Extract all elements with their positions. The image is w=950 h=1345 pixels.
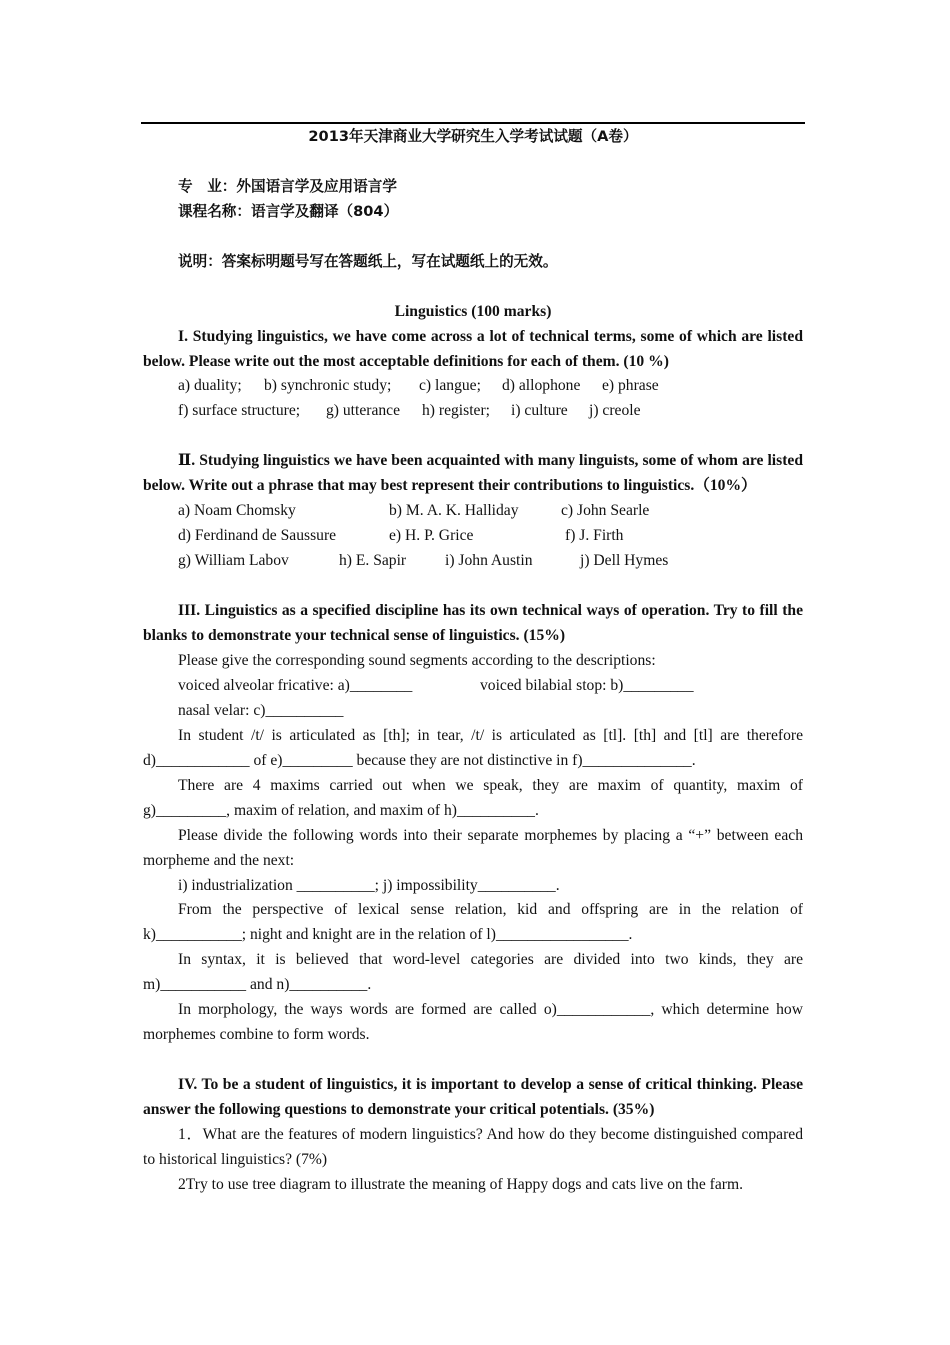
- linguist: i) John Austin: [445, 552, 533, 570]
- header-rule: [141, 122, 805, 124]
- blank-item: voiced bilabial stop: b)_________: [480, 676, 694, 694]
- instruction-note: 说明：答案标明题号写在答题纸上，写在试题纸上的无效。: [178, 252, 558, 270]
- term: h) register;: [422, 402, 490, 420]
- q1-heading: I. Studying linguistics, we have come across a lot of technical terms, some of which are listed below. Please write out the most acceptable definitions for each of them. (10 %): [143, 327, 803, 370]
- blank-item: voiced alveolar fricative: a)________: [178, 676, 413, 694]
- linguist: c) John Searle: [561, 502, 650, 520]
- blank-item: i) industrialization __________; j) impossibility__________.: [178, 876, 560, 894]
- q2-linguists-row-1: [143, 499, 803, 524]
- q1-terms-row-2: [143, 399, 803, 424]
- major-line: 专 业：外国语言学及应用语言学: [178, 177, 397, 195]
- q4-heading: IV. To be a student of linguistics, it is important to develop a sense of critical thinking. Please answer the following questions to demonstrate your critical potentials. (35%): [143, 1076, 803, 1119]
- section-title: Linguistics (100 marks): [394, 302, 552, 320]
- q3-paragraph: In morphology, the ways words are formed are called o)____________, which determine how morphemes combine to form words.: [143, 1001, 803, 1044]
- q3-paragraph: In syntax, it is believed that word-level categories are divided into two kinds, they are m)___________ and n)__________.: [143, 951, 803, 994]
- linguist: b) M. A. K. Halliday: [389, 502, 519, 520]
- linguist: a) Noam Chomsky: [178, 502, 296, 520]
- q3-paragraph: Please divide the following words into their separate morphemes by placing a “+” between each morpheme and the next:: [143, 826, 803, 869]
- linguist: j) Dell Hymes: [580, 552, 669, 570]
- term: j) creole: [589, 402, 641, 420]
- linguist: e) H. P. Grice: [389, 527, 474, 545]
- q3-paragraph: In student /t/ is articulated as [th]; in tear, /t/ is articulated as [tl]. [th] and [tl] are therefore d)____________ of e)_________ because they are not distinctive in f)______________.: [143, 726, 803, 769]
- exam-content: [143, 125, 803, 1198]
- term: g) utterance: [326, 402, 401, 420]
- linguist: g) William Labov: [178, 552, 289, 570]
- term: e) phrase: [602, 377, 659, 395]
- q4-item-2: 2Try to use tree diagram to illustrate the meaning of Happy dogs and cats live on the farm.: [178, 1175, 743, 1193]
- q4-item-1: 1．What are the features of modern linguistics? And how do they become distinguished compared to historical linguistics? (7%): [143, 1126, 803, 1168]
- term: f) surface structure;: [178, 402, 301, 420]
- course-line: 课程名称：语言学及翻译（804）: [178, 202, 399, 220]
- term: a) duality;: [178, 377, 242, 395]
- q3-paragraph: From the perspective of lexical sense relation, kid and offspring are in the relation of k)___________; night and knight are in the relation of l)_________________.: [143, 901, 803, 944]
- q3-paragraph: There are 4 maxims carried out when we speak, they are maxim of quantity, maxim of g)_________, maxim of relation, and maxim of h)__________.: [143, 776, 803, 819]
- q3-sound-row: [143, 674, 803, 699]
- q1-terms-row-1: [143, 374, 803, 399]
- q3-heading: III. Linguistics as a specified discipline has its own technical ways of operation. Try to fill the blanks to demonstrate your technical sense of linguistics. (15%): [143, 602, 803, 644]
- q2-heading: Ⅱ. Studying linguistics we have been acquainted with many linguists, some of whom are listed below. Write out a phrase that may best represent their contributions to linguistics.（10%）: [143, 452, 803, 495]
- q3-instruction: Please give the corresponding sound segments according to the descriptions:: [178, 651, 656, 669]
- blank-item: nasal velar: c)__________: [178, 701, 344, 719]
- linguist: h) E. Sapir: [339, 552, 407, 570]
- q2-linguists-row-2: [143, 524, 803, 549]
- term: i) culture: [511, 402, 568, 420]
- linguist: f) J. Firth: [565, 527, 624, 545]
- term: c) langue;: [419, 377, 481, 395]
- q2-linguists-row-3: [143, 549, 803, 574]
- term: b) synchronic study;: [264, 377, 392, 395]
- term: d) allophone: [502, 377, 581, 395]
- linguist: d) Ferdinand de Saussure: [178, 527, 337, 545]
- exam-title: 2013年天津商业大学研究生入学考试试题（A卷）: [308, 128, 638, 145]
